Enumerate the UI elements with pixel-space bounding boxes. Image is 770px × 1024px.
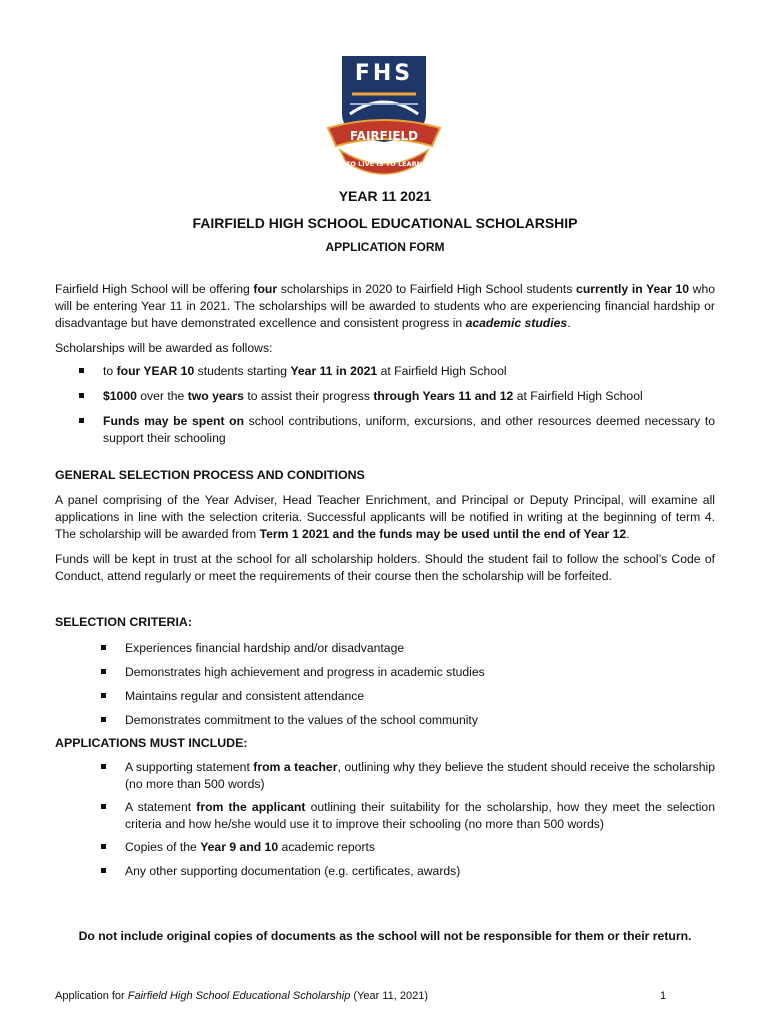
awarded-list <box>79 363 715 447</box>
criteria-heading: SELECTION CRITERIA: <box>55 615 192 629</box>
awarded-lead: Scholarships will be awarded as follows: <box>55 341 273 355</box>
notice-text: Do not include original copies of documents as the school will not be responsible for them or their return. <box>78 929 692 943</box>
include-list <box>101 759 715 880</box>
title-form: APPLICATION FORM <box>325 240 445 254</box>
list-item: Copies of the Year 9 and 10 academic reports <box>101 839 715 856</box>
general-paragraph-2: Funds will be kept in trust at the school for all scholarship holders. Should the student fail to follow the school’s Code of Conduct, attend regularly or meet the requirements of their course then the scholarship will be forfeited. <box>55 552 715 583</box>
list-item: to four YEAR 10 students starting Year 11 in 2021 at Fairfield High School <box>79 363 715 380</box>
list-item: A statement from the applicant outlining their suitability for the scholarship, how they meet the selection criteria and how he/she would use it to improve their schooling (no more than 500 words) <box>101 799 715 833</box>
list-item: Experiences financial hardship and/or disadvantage <box>101 640 715 657</box>
list-item: $1000 over the two years to assist their progress through Years 11 and 12 at Fairfield High School <box>79 388 715 405</box>
school-crest-logo <box>320 50 448 178</box>
title-scholarship: FAIRFIELD HIGH SCHOOL EDUCATIONAL SCHOLARSHIP <box>192 215 578 231</box>
bullet-icon <box>101 645 106 650</box>
list-item: Any other supporting documentation (e.g. certificates, awards) <box>101 863 715 880</box>
general-heading: GENERAL SELECTION PROCESS AND CONDITIONS <box>55 468 365 482</box>
list-item: Demonstrates commitment to the values of the school community <box>101 712 715 729</box>
bullet-icon <box>101 669 106 674</box>
footer-text: Application for Fairfield High School Educational Scholarship (Year 11, 2021) <box>55 990 429 1002</box>
crest-banner-text: FAIRFIELD <box>349 129 419 143</box>
general-paragraph-1: A panel comprising of the Year Adviser, Head Teacher Enrichment, and Principal or Deputy Principal, will examine all applications in line with the selection criteria. Successful applicants will be notified in writing at the beginning of term 4. The scholarship will be awarded from Term 1 2021 and the funds may be used until the end of Year 12. <box>55 493 715 541</box>
criteria-list <box>101 640 715 729</box>
list-item: A supporting statement from a teacher, outlining why they believe the student should receive the scholarship (no more than 500 words) <box>101 759 715 793</box>
list-item: Funds may be spent on school contributions, uniform, excursions, and other resources deemed necessary to support their schooling <box>79 413 715 447</box>
bullet-icon <box>101 693 106 698</box>
page-number: 1 <box>660 990 667 1002</box>
list-item: Maintains regular and consistent attendance <box>101 688 715 705</box>
list-item: Demonstrates high achievement and progress in academic studies <box>101 664 715 681</box>
title-year: YEAR 11 2021 <box>338 188 432 204</box>
crest-letters: FHS <box>354 61 414 86</box>
bullet-icon <box>101 717 106 722</box>
crest-motto-text: TO LIVE IS TO LEARN <box>345 160 423 168</box>
intro-paragraph: Fairfield High School will be offering four scholarships in 2020 to Fairfield High School students currently in Year 10 who will be entering Year 11 in 2021. The scholarships will be awarded to students who are experiencing financial hardship or disadvantage but have demonstrated excellence and consistent progress in academic studies. <box>55 282 716 330</box>
include-heading: APPLICATIONS MUST INCLUDE: <box>55 736 248 750</box>
